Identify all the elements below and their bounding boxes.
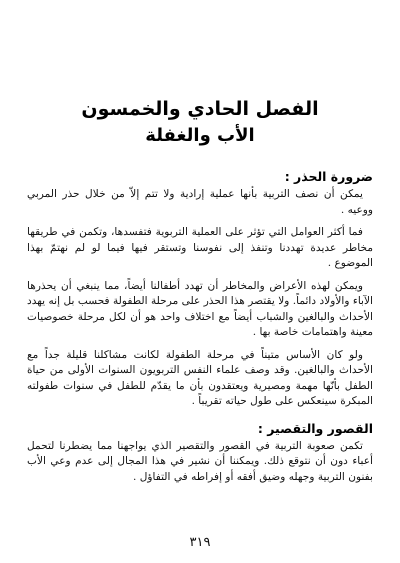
chapter-subtitle: الأب والغفلة: [145, 125, 255, 146]
section-caution: [27, 168, 373, 410]
section-heading: ضرورة الحذر :: [284, 169, 373, 184]
paragraph: ولو كان الأساس متيناً في مرحلة الطفولة لكانت مشاكلنا قليلة جداً مع الأحداث والبالغين. وقد وصف علماء النفس التربويون السنوات الأولى من حياة الطفل بأنّها مهمة ومصيرية ويعتقدون بأن ما يقدّم للطفل في سنوات طفولته المبكرة سينعكس على طول حياته تقريباً .: [27, 348, 373, 407]
paragraph: فما أكثر العوامل التي تؤثر على العملية التربوية فتفسدها، وتكمن في طريقها مخاطر عديدة تهددنا وتنفذ إلى نفوسنا وتستقر فيها فيما لو لم نهتمّ بهذا الموضوع .: [27, 226, 373, 269]
paragraph: تكمن صعوبة التربية في القصور والتقصير الذي يواجهنا مما يضطرنا لتحمل أعباء دون أن نتوقع ذلك. ويمكننا أن نشير في هذا المجال إلى عدم وعي الأب بفنون التربية وجهله وضيق أفقه أو إفراطه في التفاؤل .: [27, 439, 373, 483]
section-heading: القصور والتقصير :: [257, 420, 373, 436]
paragraph: يمكن أن نصف التربية بأنها عملية إرادية ولا تتم إلاّ من خلال حذر المربي ووعيه .: [27, 188, 373, 216]
section-shortcomings: [27, 420, 373, 486]
paragraph: ويمكن لهذه الأعراض والمخاطر أن تهدد أطفالنا أيضاً، مما ينبغي أن يحذرها الآباء والأولاد دائماً. ولا يقتصر هذا الحذر على مرحلة الطفولة فحسب بل إنه يهدد الأحداث والبالغين والشباب أيضاً مع اختلاف واحد هو أن لكل مرحلة خصوصيات معينة واهتمامات خاصة بها .: [27, 279, 373, 338]
page-number: ٣١٩: [189, 535, 211, 550]
chapter-title: الفصل الحادي والخمسون: [81, 98, 319, 120]
